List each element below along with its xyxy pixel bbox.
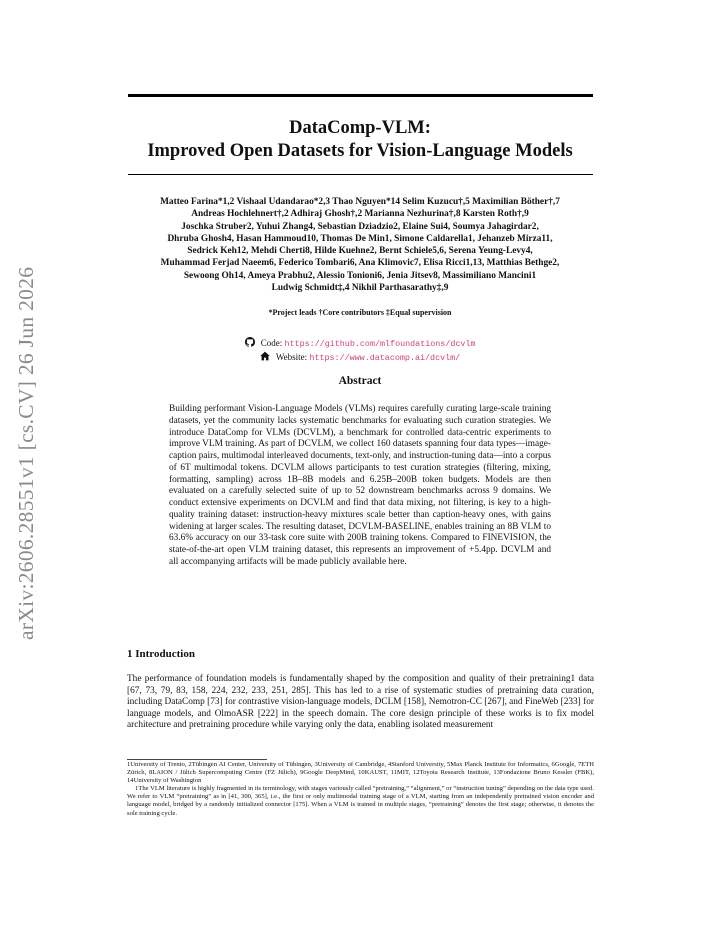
author-line: Sewoong Oh14, Ameya Prabhu2, Alessio Tonioni6, Jenia Jitsev8, Massimiliano Mancini1 [183,270,537,281]
author-list [98,196,622,294]
author-line: Sedrick Keh12, Mehdi Cherti8, Hilde Kuehne2, Bernt Schiele5,6, Serena Yeung-Levy4, [187,246,533,257]
contribution-notes: *Project leads †Core contributors ‡Equal supervision [268,308,452,317]
introduction-paragraph: The performance of foundation models is fundamentally shaped by the composition and quality of their pretraining1 data [67, 73, 79, 83, 158, 224, 232, 233, 251, 285]. This has led to a rise of systematic studies of pretraining data curation, including DataComp [73] for contrastive vision-language models, DCLM [158], Nemotron-CC [267], and FineWeb [233] for language models, and OlmoASR [222] in the speech domain. The core design principle of these works is to fix model architecture and pretraining procedure while varying only the data, enabling isolated measurement [127,674,594,730]
title-rule-top [128,94,593,97]
links-block [200,337,520,365]
title-line-1: DataComp-VLM: [289,118,431,138]
terminology-footnote: 1The VLM literature is highly fragmented in its terminology, with stages variously called “pretraining,” “alignment,” or “instruction tuning” depending on the data type used. We refer to VLM “pretraining” as in [41, 300, 365], i.e., the first or only multimodal training stage of a VLM, starting from an independently pretrained vision encoder and language model, bridged by a randomly initialized connector [175]. When a VLM is trained in multiple stages, “pretraining” denotes the first stage; otherwise, it denotes the sole training cycle. [127,785,594,817]
author-line: Ludwig Schmidt‡,4 Nikhil Parthasarathy‡,9 [271,283,449,294]
code-link-row [200,337,520,351]
code-label: Code: [260,338,283,348]
footnotes [127,761,594,818]
abstract-body: Building performant Vision-Language Models (VLMs) requires carefully curating large-scale training datasets, yet the community lacks systematic benchmarks for evaluating such curation strategies. We introduce DataComp for VLMs (DCVLM), a benchmark for controlled data-centric experiments to improve VLM training. As part of DCVLM, we collect 160 datasets spanning four data types—image-caption pairs, multimodal interleaved documents, text-only, and instruction-tuning data—into a corpus of 6T multimodal tokens. DCVLM allows participants to test curation strategies (filtering, mixing, formatting, sampling) across 1B–8B models and 6.25B–200B token budgets. Models are then evaluated on a carefully selected suite of up to 52 downstream benchmarks across 9 domains. We conduct extensive experiments on DCVLM and find that data mixing, not filtering, is key to a high-quality training dataset: instruction-heavy mixtures scale better than caption-heavy ones, with gains widening at larger scales. The resulting dataset, DCVLM-BASELINE, enables training an 8B VLM to 63.6% accuracy on our 33-task core suite with 200B training tokens. Compared to FINEVISION, the state-of-the-art open VLM training dataset, this represents an improvement of +5.4pp. DCVLM and all accompanying artifacts will be made publicly available here. [169,404,551,567]
title-line-2: Improved Open Datasets for Vision-Language Models [147,141,573,161]
arxiv-stamp: arXiv:2606.28551v1 [cs.CV] 26 Jun 2026 [14,266,38,640]
author-line: Muhammad Ferjad Naeem6, Federico Tombari6, Ana Klimovic7, Elisa Ricci1,13, Matthias Bethge2, [160,258,560,269]
code-url-link[interactable]: https://github.com/mlfoundations/dcvlm [284,339,476,349]
title-rule-bottom [128,174,593,175]
abstract-heading: Abstract [338,375,382,387]
website-link-row [200,351,520,365]
home-icon [260,351,270,361]
website-label: Website: [275,352,308,362]
author-line: Andreas Hochlehnert†,2 Adhiraj Ghosh†,2 Marianna Nezhurina†,8 Karsten Roth†,9 [191,209,529,220]
website-url-link[interactable]: https://www.datacomp.ai/dcvlm/ [309,353,461,363]
author-line: Matteo Farina*1,2 Vishaal Udandarao*2,3 Thao Nguyen*14 Selim Kuzucu†,5 Maximilian Böther†,7 [160,197,560,207]
section-heading: 1 Introduction [127,648,195,660]
author-line: Joschka Struber2, Yuhui Zhang4, Sebastian Dziadzio2, Elaine Sui4, Soumya Jahagirdar2, [181,221,539,232]
footnote-rule [127,759,267,760]
github-icon [245,337,255,347]
author-line: Dhruba Ghosh4, Hasan Hammoud10, Thomas De Min1, Simone Caldarella1, Jehanzeb Mirza11, [167,233,553,244]
affiliations-footnote: 1University of Trento, 2Tübingen AI Center, University of Tübingen, 3University of Cambridge, 4Stanford University, 5Max Planck Institute for Informatics, 6Google, 7ETH Zürich, 8LAION / Jülich Supercomputing Centre (FZ Jülich), 9Google DeepMind, 10KAUST, 11MIT, 12Toyota Research Institute, 13Fondazione Bruno Kessler (FBK), 14University of Washington [127,761,594,785]
